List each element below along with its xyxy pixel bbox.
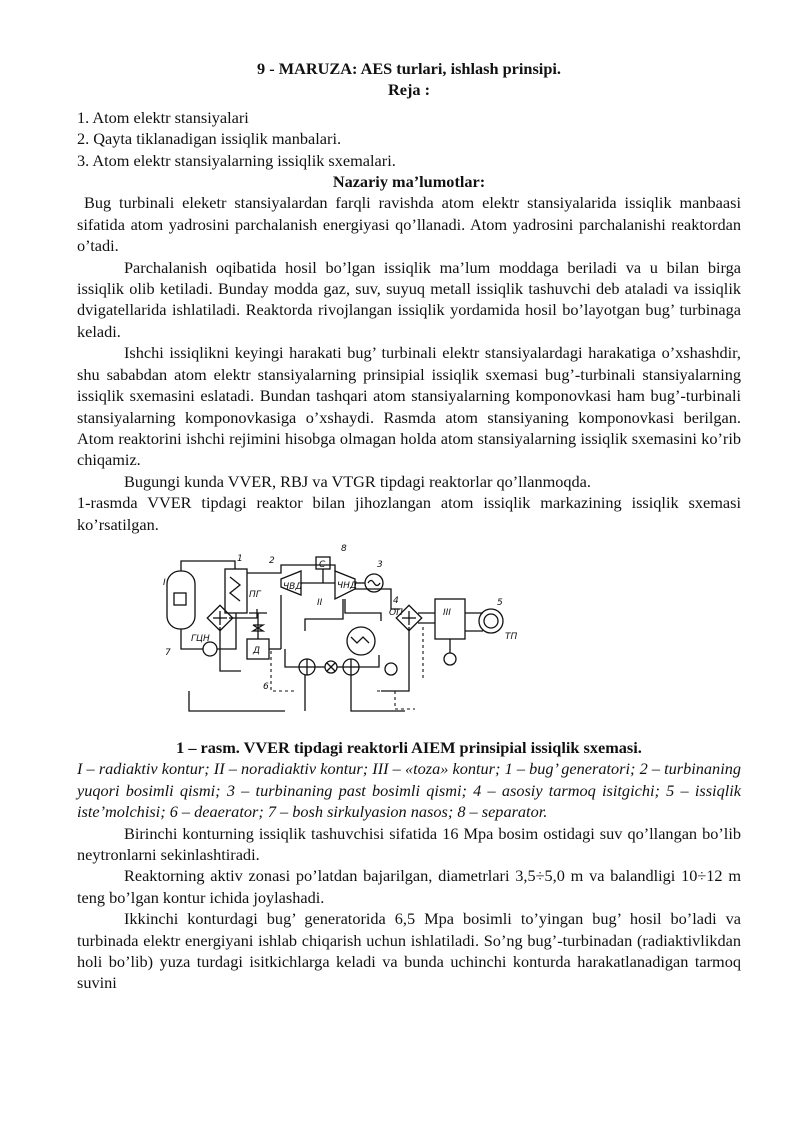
plan-heading: Reja : bbox=[387, 80, 431, 100]
label-TP: ТП bbox=[505, 631, 518, 642]
label-3: 3 bbox=[377, 559, 383, 570]
label-2: 2 bbox=[269, 555, 275, 566]
section-heading: Nazariy ma’lumotlar: bbox=[332, 172, 486, 192]
label-5: 5 bbox=[497, 597, 503, 608]
label-1: 1 bbox=[237, 553, 243, 564]
reactor-shape bbox=[167, 571, 195, 629]
plan-item: 3. Atom elektr stansiyalarning issiqlik sxemalari. bbox=[77, 150, 396, 170]
plan-item: 2. Qayta tiklanadigan issiqlik manbalari. bbox=[77, 129, 342, 149]
label-D: Д bbox=[253, 645, 261, 656]
document-page bbox=[77, 58, 741, 994]
label-OP: ОП bbox=[389, 607, 403, 618]
label-7: 7 bbox=[165, 647, 171, 658]
thermal-scheme-figure bbox=[145, 541, 645, 729]
plan-item: 1. Atom elektr stansiyalari bbox=[77, 107, 249, 127]
paragraph: Parchalanish oqibatida hosil bo’lgan issiqlik ma’lum moddaga beriladi va u bilan birga issiqlik olib ketiladi. Bunday modda gaz, suv, suyuq metall issiqlik tashuvchi deb ataladi va issiqlik dvigatellarida ishlatiladi. Reaktorda rivojlangan issiqlik yordamida hosil bo’layotgan bug’ turbinaga keladi. bbox=[77, 257, 741, 341]
steam-generator-shape bbox=[225, 569, 247, 613]
label-S: С bbox=[319, 559, 326, 570]
label-CHVD: ЧВД bbox=[283, 581, 303, 592]
lecture-title: 9 - MARUZA: AES turlari, ishlash prinsipi. bbox=[257, 59, 561, 78]
label-4: 4 bbox=[393, 595, 399, 606]
heat-consumer-shape bbox=[479, 609, 503, 633]
label-III: III bbox=[443, 607, 451, 618]
scheme-diagram bbox=[145, 541, 645, 729]
figure-caption: 1 – rasm. VVER tipdagi reaktorli AIEM prinsipial issiqlik sxemasi. bbox=[176, 737, 642, 757]
plan-list bbox=[77, 107, 741, 171]
paragraph: Birinchi konturning issiqlik tashuvchisi sifatida 16 Mpa bosim ostidagi suv qo’llangan bo’lib neytronlarni sekinlashtiradi. bbox=[77, 823, 741, 864]
figure-legend: I – radiaktiv kontur; II – noradiaktiv kontur; III – «toza» kontur; 1 – bug’ generatori; 2 – turbinaning yuqori bosimli qismi; 3 – turbinaning past bosimli qismi; 4 – asosiy tarmoq isitgichi; 5 – issiqlik iste’molchisi; 6 – deaerator; 7 – bosh sirkulyasion nasos; 8 – separator. bbox=[77, 759, 741, 822]
paragraph: 1-rasmda VVER tipdagi reaktor bilan jihozlangan atom issiqlik markazining issiqlik sxemasi ko’rsatilgan. bbox=[77, 493, 741, 534]
label-6: 6 bbox=[263, 681, 269, 692]
label-8: 8 bbox=[341, 543, 347, 554]
paragraph: Reaktorning aktiv zonasi po’latdan bajarilgan, diametrlari 3,5÷5,0 m va balandligi 10÷12 m teng bo’lgan kontur ichida joylashadi. bbox=[77, 866, 741, 907]
paragraph: Ikkinchi konturdagi bug’ generatorida 6,5 Mpa bosimli to’yingan bug’ hosil bo’ladi va turbinada elektr energiyani ishlab chiqarish uchun ishlatiladi. So’ng bug’-turbinadan (radiaktivlikdan holi bo’lib) yuza turdagi isitkichlarga keladi va bunda uchinchi konturda harakatlanadigan tarmoq suvini bbox=[77, 909, 741, 993]
main-circulation-pump bbox=[203, 642, 217, 656]
paragraph: Bug turbinali eleketr stansiyalardan farqli ravishda atom elektr stansiyalarida issiqlik manbaasi sifatida atom yadrosini parchalanish energiyasi qo’llanadi. Atom yadrosini parchalanishi reaktordan o’tadi. bbox=[77, 193, 741, 256]
label-CHND: ЧНД bbox=[337, 580, 357, 591]
label-PG: ПГ bbox=[249, 589, 261, 600]
label-I: I bbox=[163, 577, 166, 588]
label-GCN: ГЦН bbox=[191, 633, 210, 644]
paragraph: Ishchi issiqlikni keyingi harakati bug’ turbinali elektr stansiyalardagi harakatiga o’xshashdir, shu sababdan atom elektr stansiyalarning prinsipial issiqlik sxemasi bug’-turbinali stansiyalarning issiqlik sxemasini eslatadi. Bundan tashqari atom stansiyalarning komponovkasi ham bug’-turbinali stansiyalarning komponovkasiga o’xshaydi. Rasmda atom stansiyaning komponovkasi berilgan. Atom reaktorini ishchi rejimini hisobga olmagan holda atom stansiyalarning issiqlik sxemasini ko’rib chiqamiz. bbox=[77, 343, 741, 470]
label-II: II bbox=[317, 597, 323, 608]
paragraph: Bugungi kunda VVER, RBJ va VTGR tipdagi reaktorlar qo’llanmoqda. bbox=[124, 471, 591, 491]
